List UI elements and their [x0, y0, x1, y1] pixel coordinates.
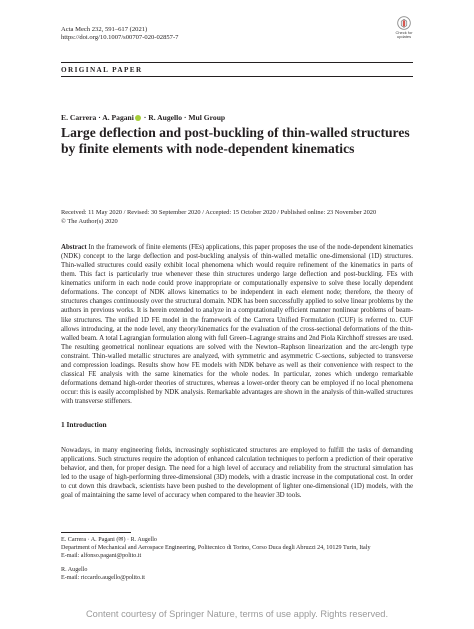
copyright-footer: Content courtesy of Springer Nature, terms of use apply. Rights reserved.	[85, 609, 389, 619]
history-dates: Received: 11 May 2020 / Revised: 30 September 2020 / Accepted: 15 October 2020 / Published online: 23 November 2020	[61, 209, 377, 216]
affiliation-department: Department of Mechanical and Aerospace Engineering, Politecnico di Torino, Corso Duca degli Abruzzi 24, 10129 Turin, Italy	[61, 545, 371, 551]
doi-link[interactable]: https://doi.org/10.1007/s00707-020-02857-7	[61, 34, 179, 42]
crossmark-badge[interactable]	[393, 16, 415, 40]
author-name[interactable]: A. Pagani	[102, 113, 134, 122]
author-separator: ·	[183, 113, 187, 122]
author-name[interactable]: Mul Group	[188, 113, 226, 122]
introduction-paragraph: Nowadays, in many engineering fields, increasingly sophisticated structures are employed to fulfill the tasks of demanding applications. Such structures require the adoption of enhanced calculation techniques to perform a prediction of their operative behavior, and then, for proper design. The need for a high level of accuracy and reliability from the structural simulation has led to the usage of high-performing three-dimensional (3D) models, with a drastic increase in the computational cost. In order to cut down this drawback, scientists have been pushed to the development of lighter one-dimensional (1D) models, with the goal of maintaining the same level of accuracy when compared to the heavier 3D tools.	[61, 447, 413, 500]
journal-meta	[61, 26, 178, 42]
affiliation-authors: E. Carrera · A. Pagani (✉) · R. Augello	[61, 537, 157, 543]
affiliation-email[interactable]: E-mail: riccardo.augello@polito.it	[61, 575, 145, 581]
header-rule-top	[61, 62, 413, 63]
orcid-icon[interactable]	[135, 115, 141, 121]
footnote-rule	[61, 532, 131, 533]
author-name[interactable]: R. Augello	[148, 113, 183, 122]
crossmark-label-2: updates	[396, 34, 412, 40]
header-rule-bottom	[61, 76, 413, 77]
abstract	[61, 243, 413, 406]
journal-citation: Acta Mech 232, 591–617 (2021)	[61, 26, 148, 33]
publication-dates	[61, 209, 376, 226]
affiliation-author: R. Augello	[61, 567, 88, 573]
abstract-label: Abstract	[61, 244, 87, 251]
section-heading: 1 Introduction	[61, 420, 107, 429]
crossmark-icon	[397, 16, 411, 31]
copyright-line: © The Author(s) 2020	[61, 217, 118, 225]
abstract-text: In the framework of finite elements (FEs) applications, this paper proposes the use of the node-dependent kinematics (NDK) concept to the large deflection and post-buckling analysis of thin-walled metallic one-dimensional (1D) structures. Thin-walled structures could easily exhibit local phenomena which would require refinement of the kinematics in parts of them. This fact is particularly true whenever these thin structures undergo large deflection and post-buckling. FEs with kinematics uniform in each node could prove inappropriate or computationally expensive to solve these locally dependent deformations. The concept of NDK allows kinematics to be independent in each element node; therefore, the theory of structures changes continuously over the structural domain. NDK has been successfully applied to solve linear problems by the authors in previous works. It is herein extended to analyze in a computationally efficient manner nonlinear problems of beam-like structures. The unified 1D FE model in the framework of the Carrera Unified Formulation (CUF) is referred to. CUF allows introducing, at the node level, any theory/kinematics for the evaluation of the cross-sectional deformations of the thin-walled beam. A total Lagrangian formulation along with full Green–Lagrange strains and 2nd Piola Kirchhoff stresses are used. The resulting geometrical nonlinear equations are solved with the Newton–Raphson linearization and the arc-length type constraint. Thin-walled metallic structures are analyzed, with symmetric and asymmetric C-sections, subjected to transverse and compression loadings. Results show how FE models with NDK behave as well as their convenience with respect to the classical FE analysis with the same kinematics for the whole nodes. In particular, zones which undergo remarkable deformations demand high-order theories of structures, whereas a lower-order theory can be employed if no local phenomena occur: this is easily accomplished by NDK analysis. Remarkable advantages are shown in the analysis of thin-walled structures with transverse stiffeners.	[61, 244, 413, 406]
affiliation-email[interactable]: E-mail: alfonso.pagani@polito.it	[61, 553, 142, 559]
crossmark-label-1: Check for	[395, 30, 413, 35]
author-list	[61, 113, 225, 122]
article-title: Large deflection and post-buckling of thin-walled structures by finite elements with node-dependent kinematics	[61, 125, 410, 156]
author-name[interactable]: E. Carrera	[61, 113, 97, 122]
paper-type-label: ORIGINAL PAPER	[61, 66, 143, 74]
author-separator: ·	[143, 113, 147, 122]
author-separator: ·	[98, 113, 101, 122]
